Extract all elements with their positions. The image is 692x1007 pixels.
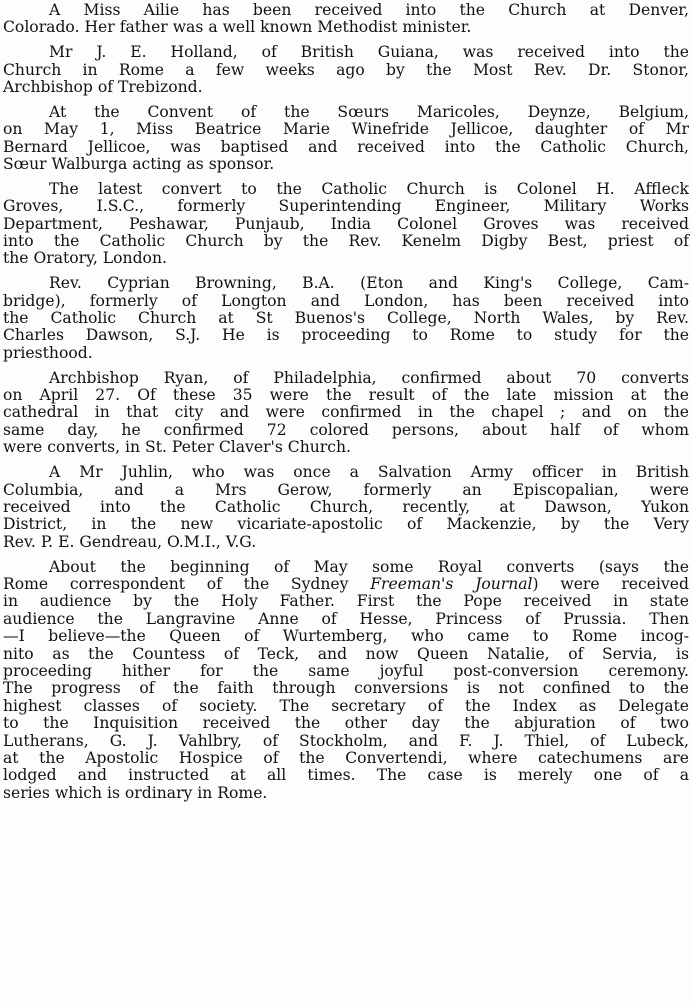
paragraph-juhlin bbox=[3, 464, 689, 551]
text-line: received into the Catholic Church, recently, at Dawson, Yukon bbox=[3, 497, 689, 516]
text-line: District, in the new vicariate-apostolic of Mackenzie, by the Very bbox=[3, 515, 689, 534]
paragraph-royal-converts bbox=[3, 559, 689, 803]
text-line: highest classes of society. The secretary of the Index as Delegate bbox=[3, 696, 689, 715]
text-line: in audience by the Holy Father. First the Pope received in state bbox=[3, 592, 689, 611]
text-line: proceeding hither for the same joyful post-conversion ceremony. bbox=[3, 661, 689, 680]
text-line: cathedral in that city and were confirmed in the chapel ; and on the bbox=[3, 403, 689, 422]
text-line: Charles Dawson, S.J. He is proceeding to Rome to study for the bbox=[3, 326, 689, 345]
paragraph-groves bbox=[3, 181, 689, 268]
text-line: series which is ordinary in Rome. bbox=[3, 783, 268, 802]
text-line: The progress of the faith through conversions is not confined to the bbox=[3, 679, 689, 698]
text-line: At the Convent of the Sœurs Maricoles, Deynze, Belgium, bbox=[49, 102, 689, 121]
text-line: Columbia, and a Mrs Gerow, formerly an Episcopalian, were bbox=[3, 480, 689, 499]
paragraph-holland bbox=[3, 44, 689, 96]
paragraph-ryan bbox=[3, 370, 689, 457]
text-line: The latest convert to the Catholic Church is Colonel H. Affleck bbox=[49, 179, 689, 198]
text-line: bridge), formerly of Longton and London, has been received into bbox=[3, 291, 689, 310]
text-line: into the Catholic Church by the Rev. Kenelm Digby Best, priest of bbox=[3, 232, 689, 251]
text-line: Lutherans, G. J. Vahlbry, of Stockholm, and F. J. Thiel, of Lubeck, bbox=[3, 731, 689, 750]
text-line: at the Apostolic Hospice of the Convertendi, where catechumens are bbox=[3, 748, 689, 767]
text-line: the Oratory, London. bbox=[3, 249, 167, 268]
text-line: A Miss Ailie has been received into the Church at Denver, bbox=[49, 1, 689, 19]
paragraph-browning bbox=[3, 275, 689, 362]
text-line: audience the Langravine Anne of Hesse, Princess of Prussia. Then bbox=[3, 609, 689, 628]
text-line: were converts, in St. Peter Claver's Church. bbox=[3, 438, 351, 457]
text-line: on May 1, Miss Beatrice Marie Winefride Jellicoe, daughter of Mr bbox=[3, 120, 689, 139]
text-line: Archbishop of Trebizond. bbox=[3, 78, 203, 97]
text-line: nito as the Countess of Teck, and now Queen Natalie, of Servia, is bbox=[3, 644, 689, 663]
text-line: Rev. Cyprian Browning, B.A. (Eton and King's College, Cam- bbox=[49, 274, 689, 293]
paragraph-miss-ailie bbox=[3, 2, 689, 37]
text-line: About the beginning of May some Royal converts (says the bbox=[49, 557, 689, 576]
text-line: the Catholic Church at St Buenos's College, North Wales, by Rev. bbox=[3, 309, 689, 328]
newspaper-title-italic: Freeman's Journal bbox=[370, 574, 533, 593]
text-line: Church in Rome a few weeks ago by the Most Rev. Dr. Stonor, bbox=[3, 60, 689, 79]
text-line: on April 27. Of these 35 were the result of the late mission at the bbox=[3, 386, 689, 405]
paragraph-jellicoe bbox=[3, 104, 689, 174]
text-line: Colorado. Her father was a well known Methodist minister. bbox=[3, 18, 472, 37]
text-line: —I believe—the Queen of Wurtemberg, who came to Rome incog- bbox=[3, 627, 689, 646]
text-line: Bernard Jellicoe, was baptised and received into the Catholic Church, bbox=[3, 137, 689, 156]
text-line: A Mr Juhlin, who was once a Salvation Army officer in British bbox=[49, 463, 689, 482]
text-line: same day, he confirmed 72 colored persons, about half of whom bbox=[3, 420, 689, 439]
text-line: Sœur Walburga acting as sponsor. bbox=[3, 155, 275, 174]
text-line-with-italic: Rome correspondent of the Sydney Freeman's Journal) were received bbox=[3, 574, 689, 593]
text-line: to the Inquisition received the other day the abjuration of two bbox=[3, 714, 689, 733]
text-line: priesthood. bbox=[3, 343, 93, 362]
text-line: lodged and instructed at all times. The case is merely one of a bbox=[3, 766, 689, 785]
text-line: Mr J. E. Holland, of British Guiana, was received into the bbox=[49, 43, 689, 62]
text-line: Department, Peshawar, Punjaub, India Colonel Groves was received bbox=[3, 214, 689, 233]
text-line: Groves, I.S.C., formerly Superintending Engineer, Military Works bbox=[3, 197, 689, 216]
text-line: Archbishop Ryan, of Philadelphia, confirmed about 70 converts bbox=[49, 368, 689, 387]
text-line: Rev. P. E. Gendreau, O.M.I., V.G. bbox=[3, 532, 257, 551]
